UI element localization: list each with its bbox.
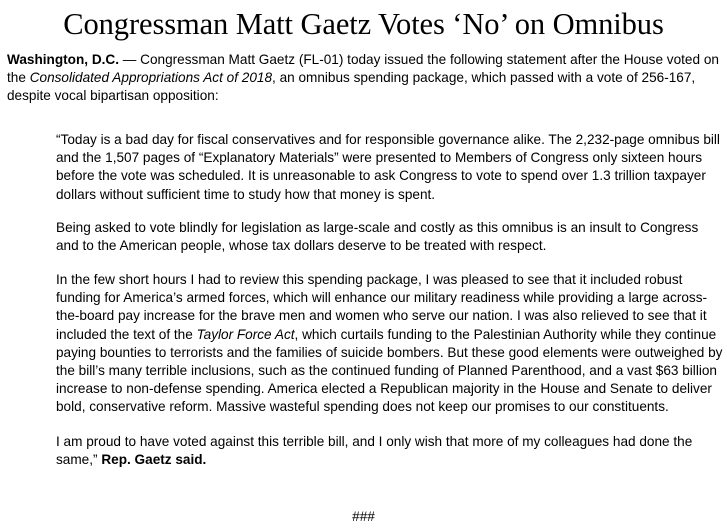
bill-name: Consolidated Appropriations Act of 2018 [29,70,273,86]
act-name: Taylor Force Act [196,326,295,342]
end-mark: ### [352,509,375,524]
attribution: Rep. Gaetz said. [101,452,207,468]
quote-paragraph-4 [56,433,723,469]
quote-paragraph-3-text-a: In the few short hours I had to review this spending package, I was pleased to see that it included robust funding for America’s armed forces, which will enhance our military readiness while providing a large across-the-board pay increase for the brave men and women who serve our nation. I was also relieved to see that it included the text of the [56,272,708,342]
page-title: Congressman Matt Gaetz Votes ‘No’ on Omnibus [63,7,664,41]
dateline: Washington, D.C. [7,52,120,67]
quote-paragraph-3-text-b: , which curtails funding to the Palestinian Authority while they continue paying bounties to terrorists and the families of suicide bombers. But these good elements were outweighed by the bill’s many terrible inclusions, such as the continued funding of Planned Parenthood, and a vast $63 billion increase to non-defense spending. America elected a Republican majority in the House and Senate to deliver bold, conservative reform. Massive wasteful spending does not keep our promises to our constituents. [56,326,723,415]
quote-paragraph-1: “Today is a bad day for fiscal conservatives and for responsible governance alike. The 2,232-page omnibus bill and the 1,507 pages of “Explanatory Materials” were presented to Members of Congress only sixteen hours before the vote was scheduled. It is unreasonable to ask Congress to vote to spend over 1.3 trillion taxpayer dollars without sufficient time to study how that money is spent. [56,132,720,202]
quote-paragraph-4-text: I am proud to have voted against this terrible bill, and I only wish that more of my colleagues had done the same,” [56,434,693,468]
intro-paragraph [7,51,723,106]
intro-text-1: — Congressman Matt Gaetz (FL-01) today issued the following statement after the House voted on the [7,52,719,86]
intro-text-2: , an omnibus spending package, which passed with a vote of 256-167, despite vocal bipartisan opposition: [7,70,696,104]
quote-paragraph-3 [56,271,723,417]
quote-paragraph-2: Being asked to vote blindly for legislation as large-scale and costly as this omnibus is an insult to Congress and to the American people, whose tax dollars deserve to be treated with respect. [56,220,699,254]
